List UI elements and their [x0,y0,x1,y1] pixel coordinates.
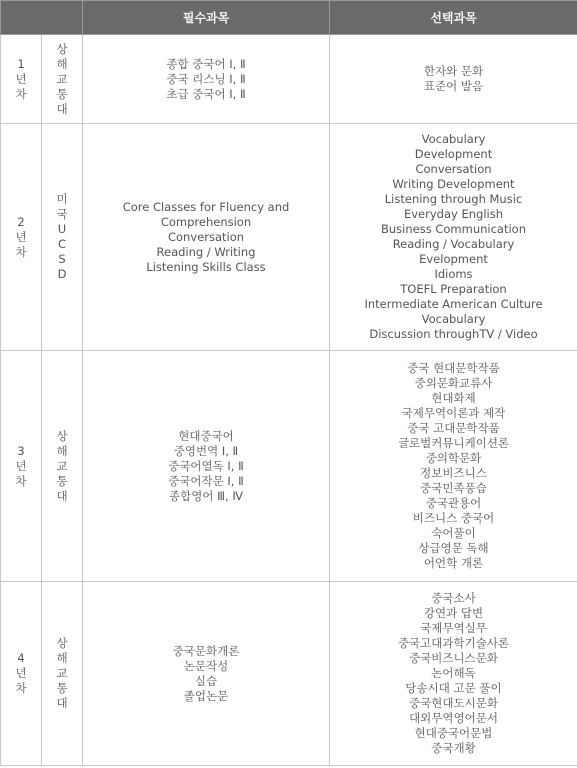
year-label-cell [1,124,42,351]
elective-courses-cell [330,124,577,351]
year-label-cell [1,582,42,766]
elective-courses-cell-line: 중국 고대문학작품 [407,421,500,435]
elective-courses-cell-line: 중국민족풍습 [420,481,487,495]
required-courses-cell-line: 중국어작문 Ⅰ, Ⅱ [168,473,244,488]
elective-courses-cell-line: 국제무역실무 [420,621,487,635]
elective-courses-cell-line: 정보비즈니스 [420,466,487,480]
school-cell-line: 해 [56,56,68,71]
year-label-cell-line: 년 [15,229,27,244]
year-label-cell-line: 차 [15,473,27,488]
elective-courses-cell-line: 당송시대 고문 풀이 [405,681,502,695]
year-label-cell-line: 차 [15,86,27,101]
school-cell [42,582,83,766]
school-cell-line: 교 [56,71,68,86]
school-cell-line: S [58,252,66,266]
elective-courses-cell [330,351,577,582]
required-courses-cell [83,35,330,124]
required-courses-cell-line: Comprehension [160,214,252,229]
school-cell-line: C [57,237,67,251]
school-cell-line: 통 [56,681,68,695]
year-row [1,582,577,766]
elective-courses-cell-line: Business Communication [380,222,526,236]
elective-courses-cell-line: Everyday English [403,207,503,221]
elective-courses-cell-line: 상급영문 독해 [418,541,489,555]
elective-courses-cell-line: TOEFL Preparation [400,282,507,296]
school-cell-line: 상 [56,41,68,56]
required-courses-cell-line: 중영번역 Ⅰ, Ⅱ [173,443,239,458]
school-cell-line: 상 [56,636,68,650]
year-label-cell-line: 3 [17,443,25,458]
elective-courses-cell-line: Vocabulary [421,312,486,326]
elective-courses-cell-line: 중외문화교류사 [414,376,493,390]
required-courses-cell-line: 졸업논문 [183,688,229,703]
required-courses-cell [83,351,330,582]
elective-courses-cell-line: Idioms [434,267,473,281]
required-courses-cell-line: Listening Skills Class [146,259,266,274]
elective-courses-cell-line: 중국 현대문학작품 [407,361,500,375]
elective-courses-cell-line: 숙어풀이 [431,526,476,540]
elective-courses-cell-line: 한자와 문화 [423,64,484,78]
year-row [1,124,577,351]
required-courses-cell-line: 종합영어 Ⅲ, Ⅳ [169,488,243,503]
required-courses-cell-line: 중국어열독 Ⅰ, Ⅱ [168,458,244,473]
school-cell-line: 통 [56,473,68,488]
required-courses-cell-line: 논문작성 [183,658,229,673]
elective-courses-cell-line: Discussion throughTV / Video [369,327,538,341]
school-cell-line: 대 [56,488,68,503]
elective-courses-cell-line: Listening through Music [384,192,523,206]
elective-courses-cell-line: Evelopment [419,252,488,266]
year-label-cell-line: 차 [15,681,27,695]
elective-courses-cell-line: 국제무역이론과 제작 [401,406,506,420]
elective-courses-cell-line: 비즈니스 중국어 [412,511,495,525]
elective-courses-cell-line: 중국소사 [431,591,476,605]
school-cell-line: 상 [56,428,68,443]
school-cell-line: 교 [56,458,68,473]
elective-courses-cell-line: 논어해독 [431,666,476,680]
required-courses-cell [83,582,330,766]
elective-courses-cell-line: Writing Development [392,177,515,191]
header-row [1,1,577,35]
required-courses-cell-line: 초급 중국어 Ⅰ, Ⅱ [166,86,246,101]
school-cell-line: 국 [56,207,68,221]
year-label-cell-line: 년 [15,666,27,680]
elective-courses-cell-line: Reading / Vocabulary [392,237,515,251]
year-label-cell [1,351,42,582]
required-courses-cell-line: 종합 중국어 Ⅰ, Ⅱ [166,56,246,71]
year-label-cell-line: 차 [15,244,27,259]
elective-courses-cell-line: 중의학문화 [425,451,482,465]
required-courses-cell [83,124,330,351]
year-label-cell-line: 년 [15,71,27,86]
school-cell-line: 해 [56,443,68,458]
school-cell-line: 통 [56,86,68,101]
elective-courses-cell-line: Conversation [415,162,492,176]
year-label-cell-line: 2 [17,214,25,229]
required-courses-cell-line: Reading / Writing [156,244,256,259]
header-elective: 선택과목 [330,1,577,35]
elective-courses-cell-line: 대외무역영어문서 [409,711,498,725]
school-cell-line: 교 [56,666,68,680]
required-courses-cell-line: Core Classes for Fluency and [122,199,290,214]
required-courses-cell-line: 실습 [194,673,218,688]
required-courses-cell-line: 중국문화개론 [172,643,240,658]
year-label-cell-line: 4 [17,651,25,665]
school-cell-line: 미 [56,192,68,206]
header-required: 필수과목 [83,1,330,35]
elective-courses-cell-line: 현대중국어문법 [414,726,493,740]
year-label-cell-line: 년 [15,458,27,473]
required-courses-cell-line: Conversation [167,229,245,244]
required-courses-cell-line: 현대중국어 [178,428,234,443]
elective-courses-cell-line: 글로벌커뮤니케이션론 [397,436,510,450]
elective-courses-cell-line: Intermediate American Culture [364,297,543,311]
header-blank-cell [1,1,83,35]
school-cell-line: 해 [56,651,68,665]
school-cell [42,35,83,124]
elective-courses-cell-line: 표준어 발음 [423,79,484,93]
school-cell-line: 대 [56,696,68,710]
elective-courses-cell-line: 중국비즈니스문화 [409,651,498,665]
elective-courses-cell-line: 중국관용어 [425,496,482,510]
required-courses-cell-line: 중국 리스닝 Ⅰ, Ⅱ [166,71,246,86]
elective-courses-cell-line: 어언학 개론 [423,556,484,570]
elective-courses-cell-line: 현대화제 [431,391,476,405]
elective-courses-cell [330,35,577,124]
elective-courses-cell [330,582,577,766]
elective-courses-cell-line: Vocabulary [421,132,486,146]
school-cell-line: 대 [56,101,68,116]
elective-courses-cell-line: 중국현대도시문화 [409,696,498,710]
school-cell [42,351,83,582]
elective-courses-cell-line: Development [414,147,493,161]
elective-courses-cell-line: 강연과 답변 [423,606,484,620]
elective-courses-cell-line: 중국개황 [431,741,476,755]
year-row [1,351,577,582]
year-label-cell [1,35,42,124]
year-label-cell-line: 1 [17,56,25,71]
elective-courses-cell-line: 중국고대과학기술사론 [397,636,510,650]
year-row [1,35,577,124]
school-cell-line: D [57,267,67,281]
school-cell-line: U [57,222,67,236]
school-cell [42,124,83,351]
